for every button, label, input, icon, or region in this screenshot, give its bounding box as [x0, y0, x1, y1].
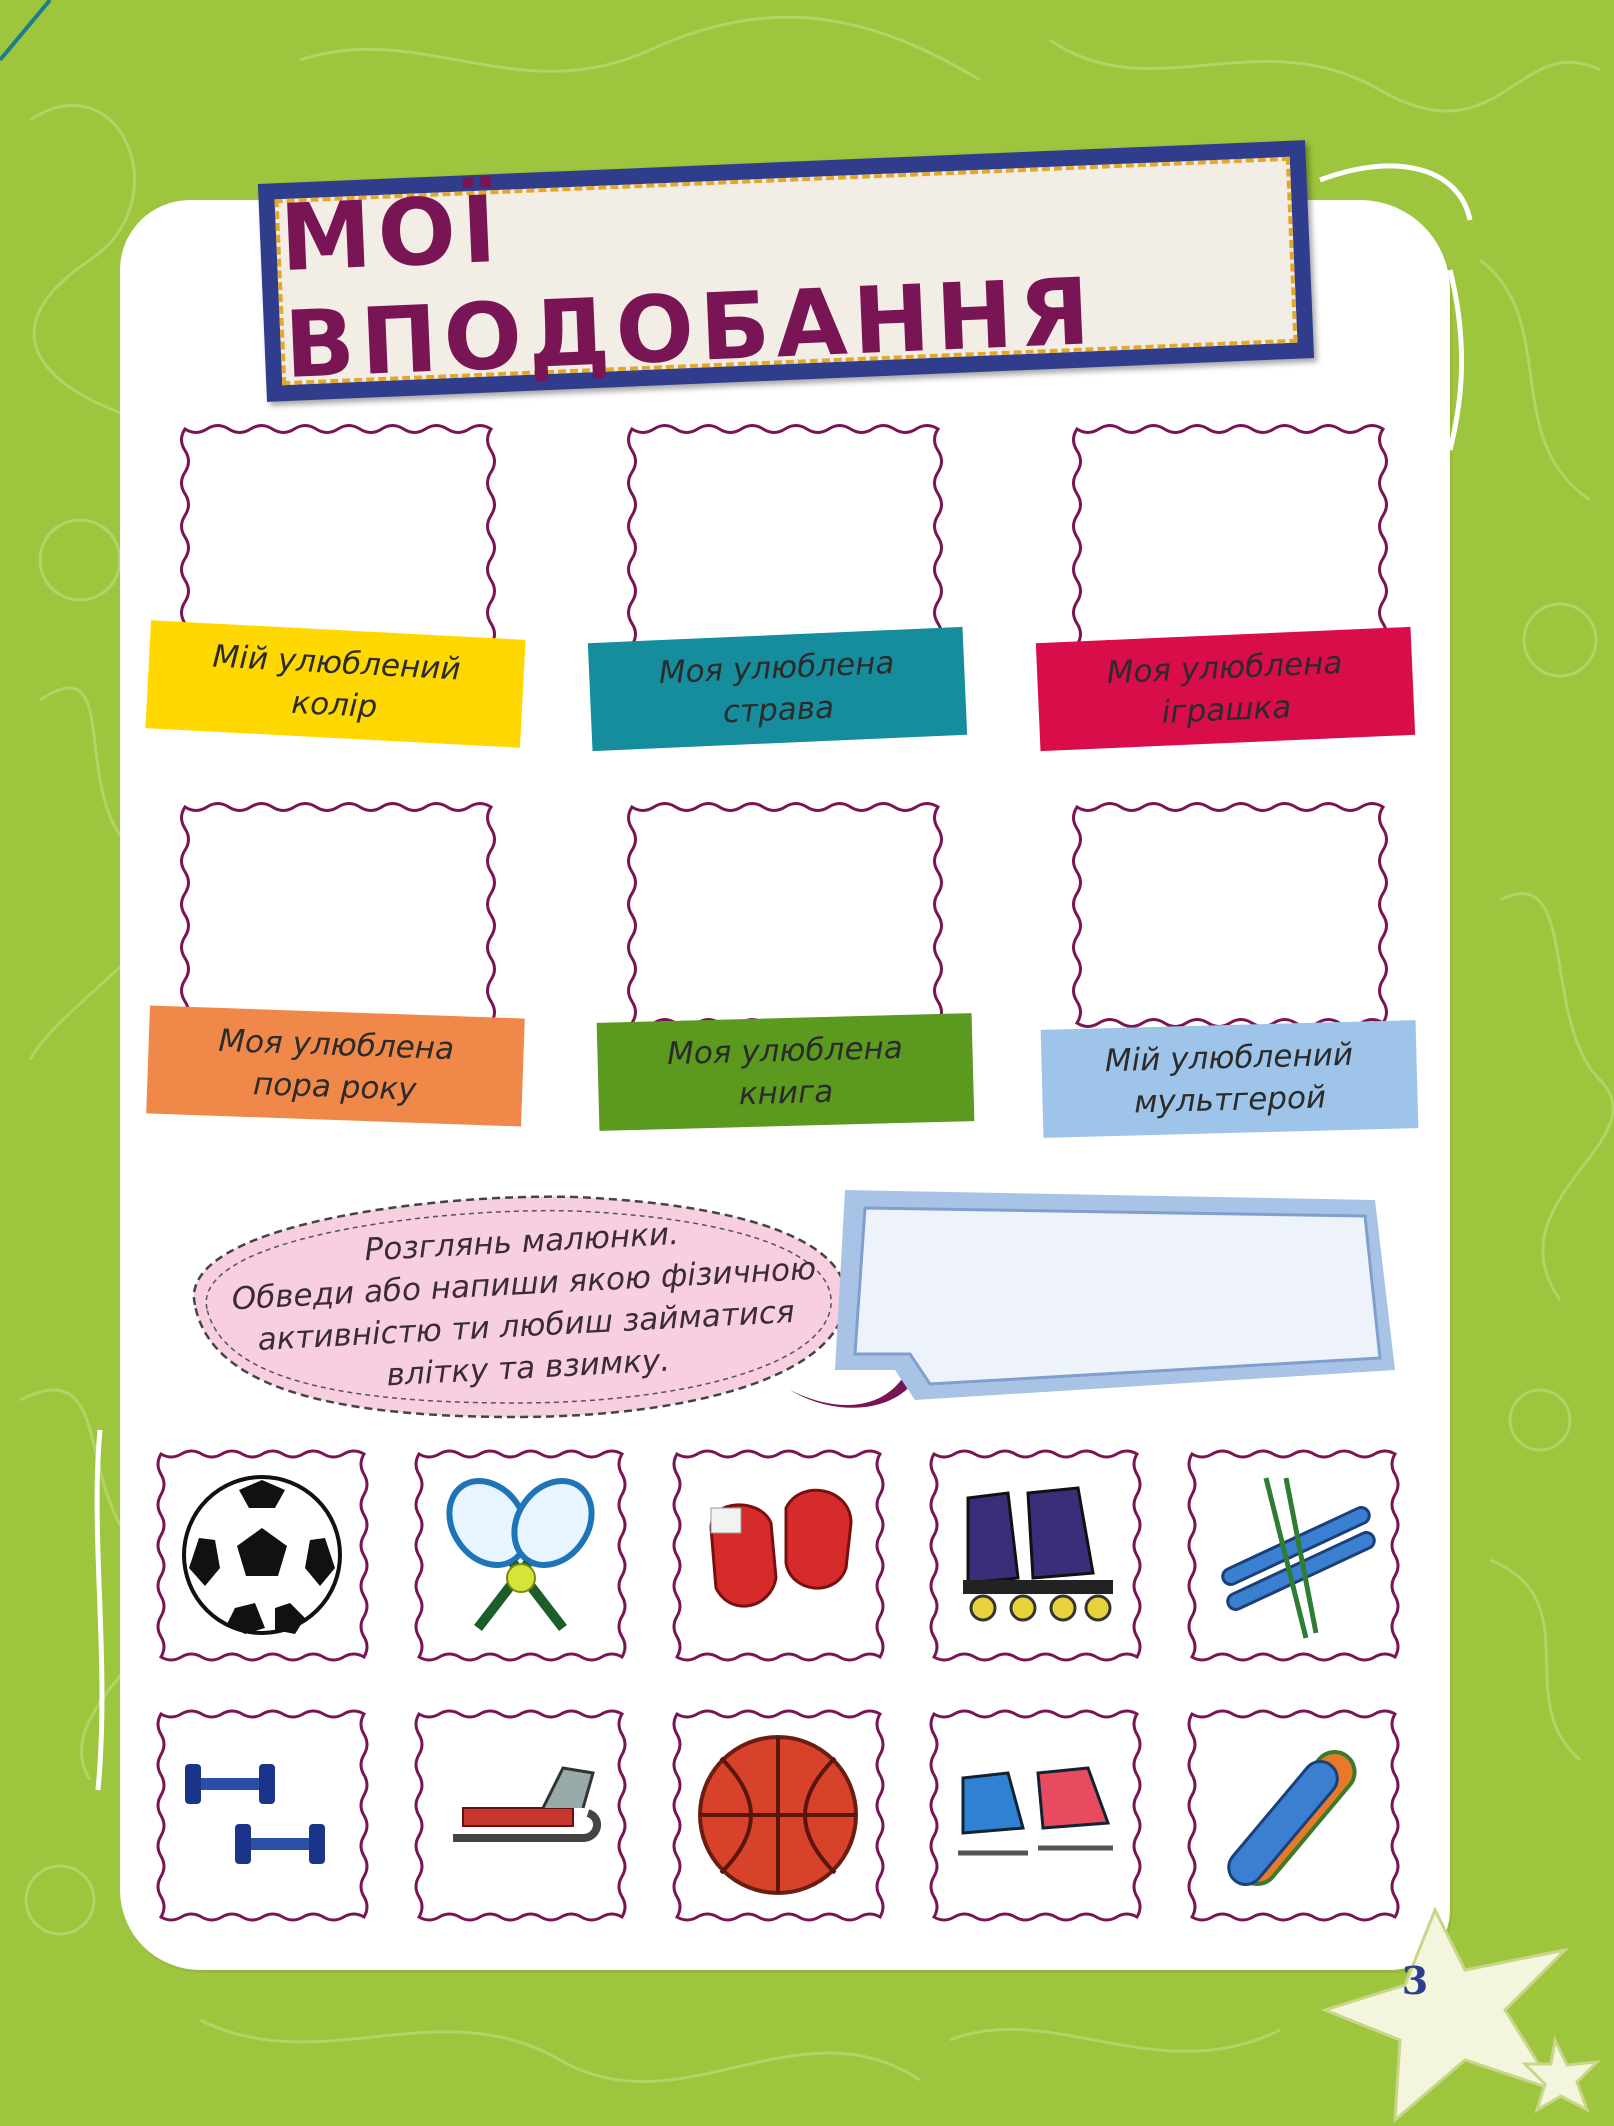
activity-card[interactable] — [413, 1708, 628, 1923]
favorite-label-text: Моя улюблена книга — [666, 1029, 904, 1113]
ice-skates-icon — [948, 1728, 1123, 1903]
instruction-text: Розглянь малюнки. Обведи або напиши якою фізичною активністю ти любиш займатися влітку та взимку. — [230, 1215, 817, 1394]
favorite-label — [597, 1013, 975, 1131]
activity-card[interactable] — [413, 1448, 628, 1663]
title-plate — [258, 140, 1314, 402]
tennis-rackets-icon — [433, 1468, 608, 1643]
activity-card[interactable] — [155, 1708, 370, 1923]
snowboard-icon — [1206, 1728, 1381, 1903]
favorite-frame[interactable] — [1070, 422, 1390, 652]
favorite-label-text: Мій улюблений колір — [211, 638, 462, 726]
favorite-label-text: Мій улюблений мультгерой — [1104, 1036, 1354, 1121]
favorite-frame[interactable] — [625, 422, 945, 652]
corner-decoration — [0, 0, 80, 80]
favorite-label — [1041, 1020, 1419, 1138]
favorite-label — [145, 620, 525, 747]
basketball-icon — [691, 1728, 866, 1903]
activity-card[interactable] — [1186, 1448, 1401, 1663]
favorite-label — [588, 627, 967, 751]
favorite-label-text: Моя улюблена пора року — [217, 1022, 455, 1108]
favorite-label — [1036, 627, 1415, 751]
favorite-frame[interactable] — [1070, 800, 1390, 1030]
page-title: МОЇ ВПОДОБАННЯ — [277, 175, 1098, 400]
answer-box[interactable] — [825, 1170, 1405, 1420]
page-number: 3 — [1401, 1957, 1429, 2003]
favorite-frame[interactable] — [625, 800, 945, 1030]
boxing-gloves-icon — [691, 1468, 866, 1643]
favorite-label-text: Моя улюблена страва — [658, 644, 896, 731]
favorite-frame[interactable] — [178, 800, 498, 1030]
activity-card[interactable] — [928, 1708, 1143, 1923]
skis-icon — [1206, 1468, 1381, 1643]
favorite-label — [146, 1005, 525, 1126]
activity-card[interactable] — [928, 1448, 1143, 1663]
activity-card[interactable] — [155, 1448, 370, 1663]
activity-card[interactable] — [671, 1708, 886, 1923]
roller-skates-icon — [948, 1468, 1123, 1643]
favorite-frame[interactable] — [178, 422, 498, 652]
sled-icon — [433, 1728, 608, 1903]
title-plate-inner — [275, 157, 1298, 400]
decorative-line — [80, 1420, 120, 1800]
activity-card[interactable] — [671, 1448, 886, 1663]
soccer-ball-icon — [175, 1468, 350, 1643]
activity-card[interactable] — [1186, 1708, 1401, 1923]
dumbbells-icon — [175, 1728, 350, 1903]
star-icon — [1315, 1900, 1614, 2126]
favorite-label-text: Моя улюблена іграшка — [1106, 644, 1344, 731]
